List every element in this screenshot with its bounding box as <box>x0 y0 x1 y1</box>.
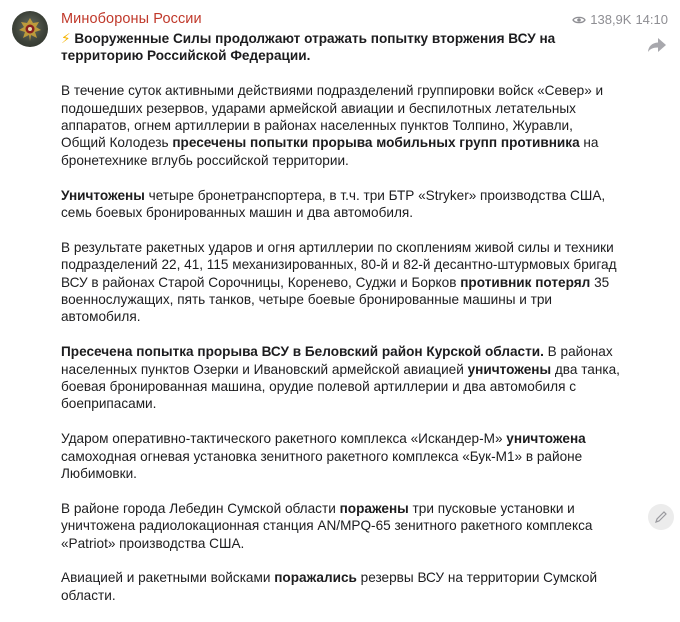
mod-emblem-icon <box>15 14 45 44</box>
post-time: 14:10 <box>635 12 668 27</box>
lightning-icon: ⚡ <box>61 31 71 46</box>
share-button[interactable] <box>646 36 668 54</box>
channel-name[interactable]: Минобороны России <box>61 11 202 27</box>
paragraph-7: Авиацией и ракетными войсками поражались резервы ВСУ на территории Сумской области. <box>61 570 598 603</box>
paragraph-5: Ударом оперативно-тактического ракетного комплекса «Искандер-М» уничтожена самоходная огневая установка зенитного ракетного комплекса «Бук-М1» в районе Любимовки. <box>61 431 586 482</box>
pen-icon <box>654 510 668 524</box>
corner-button[interactable] <box>648 504 674 530</box>
post-body <box>61 30 621 622</box>
views-count: 138,9K <box>590 12 632 27</box>
eye-icon <box>572 15 586 25</box>
paragraph-6: В районе города Лебедин Сумской области поражены три пусковые установки и уничтожена радиолокационная станция AN/MPQ-65 зенитного ракетного комплекса «Patriot» производства США. <box>61 500 593 551</box>
post-meta <box>572 12 668 27</box>
share-arrow-icon <box>646 36 668 54</box>
paragraph-2: Уничтожены четыре бронетранспортера, в т.ч. три БТР «Stryker» производства США, семь боевых бронированных машин и два автомобиля. <box>61 187 606 221</box>
channel-avatar[interactable] <box>12 11 48 47</box>
paragraph-1: В течение суток активными действиями подразделений группировки войск «Север» и подошедших резервов, ударами армейской авиации и беспилотных летательных аппаратов, огнем артиллерии в районах населенных пунктов Толпино, Журавли, Общий Колодезь пресечены попытки прорыва мобильных групп противника на бронетехнике вглубь российской территории. <box>61 83 604 168</box>
paragraph-3: В результате ракетных ударов и огня артиллерии по скоплениям живой силы и техники подразделений 22, 41, 115 механизированных, 80-й и 82-й десантно-штурмовых бригад ВСУ в районах Старой Сорочницы, Коренево, Суджи и Борков противник потерял 35 военнослужащих, пять танков, четыре боевые бронированные машины и три автомобиля. <box>61 239 617 325</box>
post-headline: ⚡ Вооруженные Силы продолжают отражать попытку вторжения ВСУ на территорию Российской Федерации. <box>61 31 556 64</box>
paragraph-4: Пресечена попытка прорыва ВСУ в Беловский район Курской области. В районах населенных пунктов Озерки и Ивановский армейской авиацией уничтожены два танка, боевая бронированная машина, орудие полевой артиллерии и два автомобиля с боеприпасами. <box>61 344 620 412</box>
